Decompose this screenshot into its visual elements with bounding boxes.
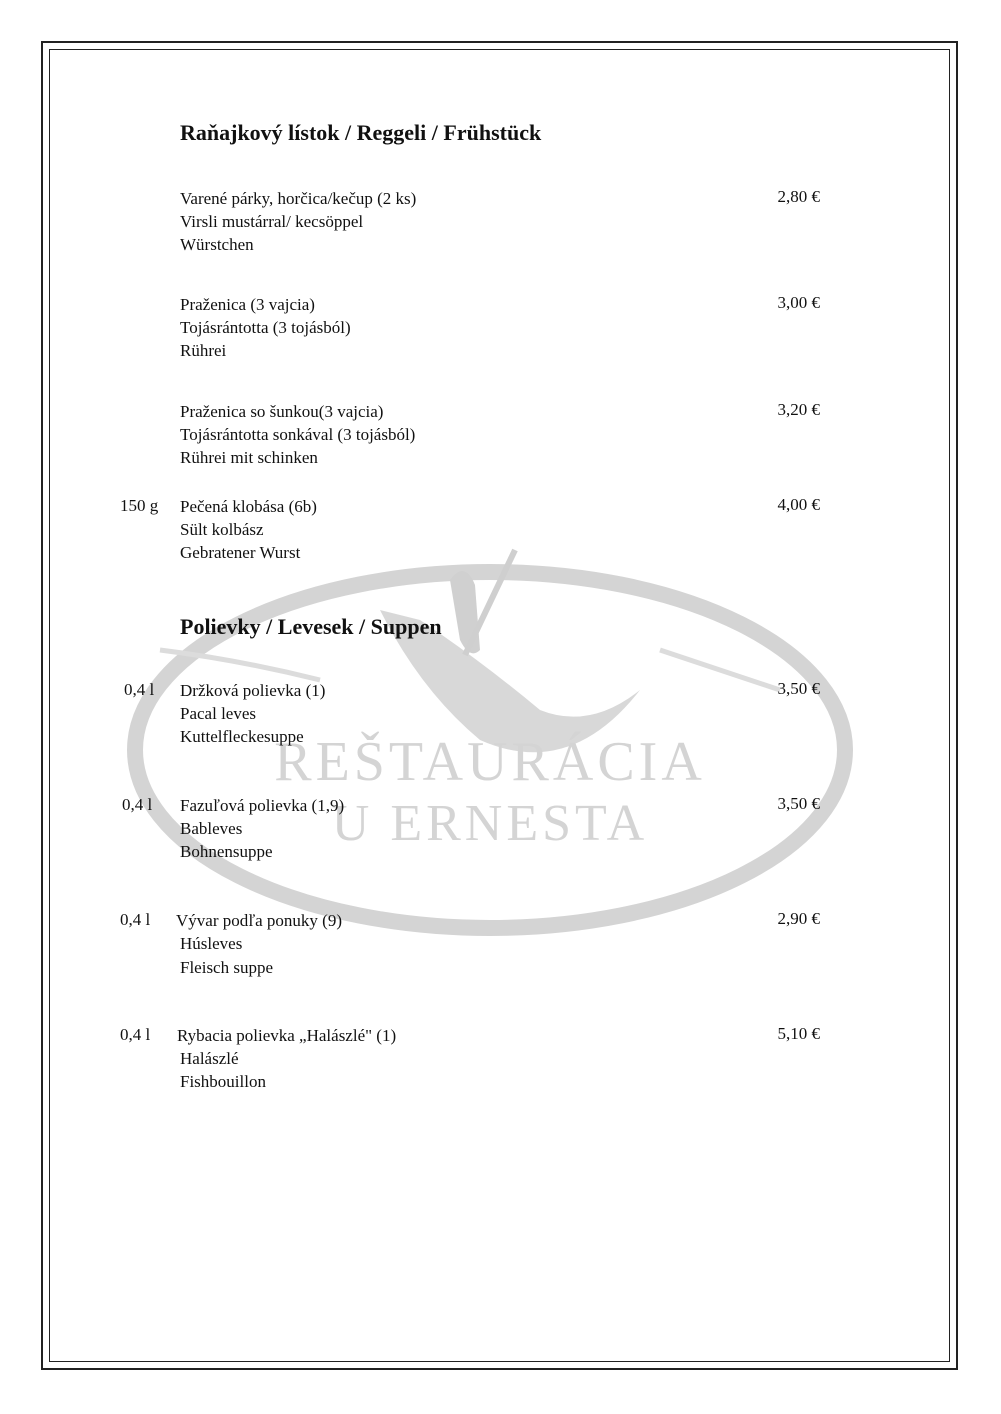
item-name-de: Fleisch suppe [180,958,274,977]
item-name-sk: Rybacia polievka „Halászlé" (1) [177,1026,397,1045]
item-quantity: 150 g [120,496,159,515]
watermark-line1: REŠTAURÁCIA [274,731,706,793]
item-name-sk: Držková polievka (1) [180,681,326,700]
item-name-sk: Praženica so šunkou(3 vajcia) [180,402,384,421]
item-price: 3,20 € [777,400,820,419]
item-name-de: Würstchen [180,235,254,254]
item-price: 2,90 € [777,909,820,928]
item-name-hu: Virsli mustárral/ kecsöppel [180,212,364,231]
item-quantity: 0,4 l [120,910,151,929]
item-name-de: Rührei mit schinken [180,448,318,467]
item-price: 4,00 € [777,495,820,514]
item-name-hu: Bableves [180,819,243,838]
item-price: 5,10 € [777,1024,820,1043]
item-name-sk: Varené párky, horčica/kečup (2 ks) [180,189,417,208]
item-name-sk: Vývar podľa ponuky (9) [176,911,343,930]
item-quantity: 0,4 l [120,1025,151,1044]
item-name-sk: Pečená klobása (6b) [180,497,317,516]
item-name-de: Fishbouillon [180,1072,266,1091]
item-price: 2,80 € [777,187,820,206]
item-price: 3,50 € [777,794,820,813]
item-name-de: Kuttelfleckesuppe [180,727,304,746]
watermark-line2: U ERNESTA [331,795,649,852]
item-name-hu: Halászlé [180,1049,239,1068]
item-name-hu: Sült kolbász [180,520,264,539]
item-name-de: Bohnensuppe [180,842,273,861]
item-name-de: Gebratener Wurst [180,543,301,562]
item-name-hu: Pacal leves [180,704,256,723]
item-name-hu: Tojásrántotta sonkával (3 tojásból) [180,425,416,444]
item-price: 3,50 € [777,679,820,698]
section-title-soups: Polievky / Levesek / Suppen [180,614,442,639]
item-quantity: 0,4 l [122,795,153,814]
item-price: 3,00 € [777,293,820,312]
section-title-breakfast: Raňajkový lístok / Reggeli / Frühstück [180,120,542,145]
item-name-sk: Praženica (3 vajcia) [180,295,315,314]
item-name-de: Rührei [180,341,227,360]
item-name-hu: Húsleves [180,934,243,953]
item-quantity: 0,4 l [124,680,155,699]
item-name-hu: Tojásrántotta (3 tojásból) [180,318,351,337]
item-name-sk: Fazuľová polievka (1,9) [180,796,345,815]
